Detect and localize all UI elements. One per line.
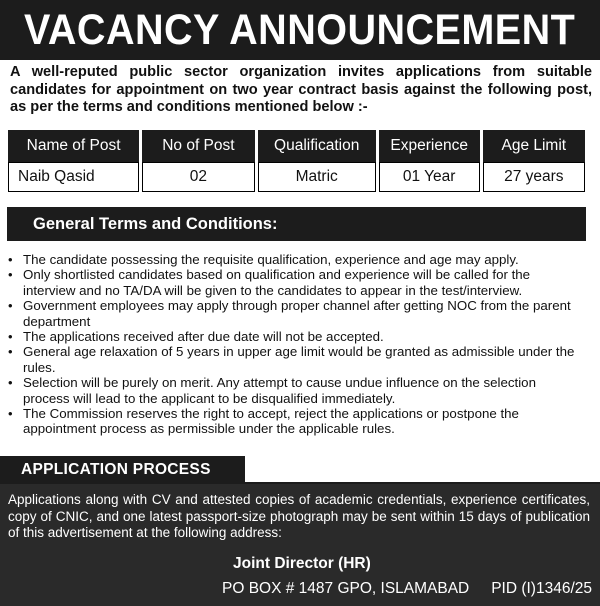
terms-heading: General Terms and Conditions: bbox=[33, 214, 278, 233]
cell-no-of-post: 02 bbox=[141, 162, 256, 192]
application-heading: APPLICATION PROCESS bbox=[21, 461, 211, 478]
address-line: PO BOX # 1487 GPO, ISLAMABAD bbox=[222, 580, 470, 597]
vacancy-table bbox=[8, 130, 585, 192]
terms-list bbox=[6, 252, 586, 437]
list-item-text: Only shortlisted candidates based on qualification and experience will be called for the interview and no TA/DA will be given to the candidates to appear in the test/interview. bbox=[23, 267, 531, 298]
list-item-text: Selection will be purely on merit. Any attempt to cause undue influence on the selection process will lead to the applicant to be disqualified immediately. bbox=[23, 375, 536, 406]
bullet-icon: • bbox=[8, 406, 13, 422]
cell-experience: 01 Year bbox=[377, 162, 481, 192]
list-item bbox=[6, 267, 586, 298]
application-text: Applications along with CV and attested copies of academic credentials, experience certificates, copy of CNIC, and one latest passport-size photograph may be sent within 15 days of publication of this advertisement at the following address: bbox=[8, 492, 590, 541]
list-item-text: The applications received after due date will not be accepted. bbox=[23, 329, 384, 345]
title-banner bbox=[0, 0, 600, 60]
bullet-icon: • bbox=[8, 375, 13, 391]
list-item-text: The Commission reserves the right to accept, reject the applications or postpone the appointment process as permissible under the applicable rules. bbox=[23, 406, 519, 437]
list-item bbox=[6, 406, 586, 437]
address-title: Joint Director (HR) bbox=[233, 555, 371, 572]
bullet-icon: • bbox=[8, 298, 13, 314]
column-header-experience: Experience bbox=[377, 130, 481, 162]
list-item bbox=[6, 375, 586, 406]
bullet-icon: • bbox=[8, 252, 13, 267]
list-item-text: Government employees may apply through proper channel after getting NOC from the parent department bbox=[23, 298, 571, 329]
list-item-text: General age relaxation of 5 years in upper age limit would be granted as admissible under the rules. bbox=[23, 344, 575, 375]
page-title: VACANCY ANNOUNCEMENT bbox=[24, 5, 576, 54]
table-header-row bbox=[8, 130, 585, 162]
list-item-text: The candidate possessing the requisite qualification, experience and age may apply. bbox=[23, 252, 519, 267]
bullet-icon: • bbox=[8, 267, 13, 283]
intro-paragraph: A well-reputed public sector organization invites applications from suitable candidates for appointment on two year contract basis against the following post, as per the terms and conditions mentioned below :- bbox=[10, 64, 592, 115]
cell-name-of-post: Naib Qasid bbox=[8, 162, 141, 192]
bullet-icon: • bbox=[8, 329, 13, 345]
list-item bbox=[6, 329, 586, 344]
cell-qualification: Matric bbox=[256, 162, 377, 192]
table-row bbox=[8, 162, 585, 192]
cell-age-limit: 27 years bbox=[481, 162, 585, 192]
bullet-icon: • bbox=[8, 344, 13, 360]
terms-heading-bar bbox=[7, 207, 586, 241]
list-item bbox=[6, 298, 586, 329]
application-heading-bar bbox=[0, 456, 245, 484]
column-header-qualification: Qualification bbox=[256, 130, 377, 162]
column-header-name-of-post: Name of Post bbox=[8, 130, 141, 162]
list-item bbox=[6, 252, 586, 267]
list-item bbox=[6, 344, 586, 375]
column-header-age-limit: Age Limit bbox=[481, 130, 585, 162]
column-header-no-of-post: No of Post bbox=[141, 130, 256, 162]
pid-number: PID (I)1346/25 bbox=[491, 580, 592, 597]
